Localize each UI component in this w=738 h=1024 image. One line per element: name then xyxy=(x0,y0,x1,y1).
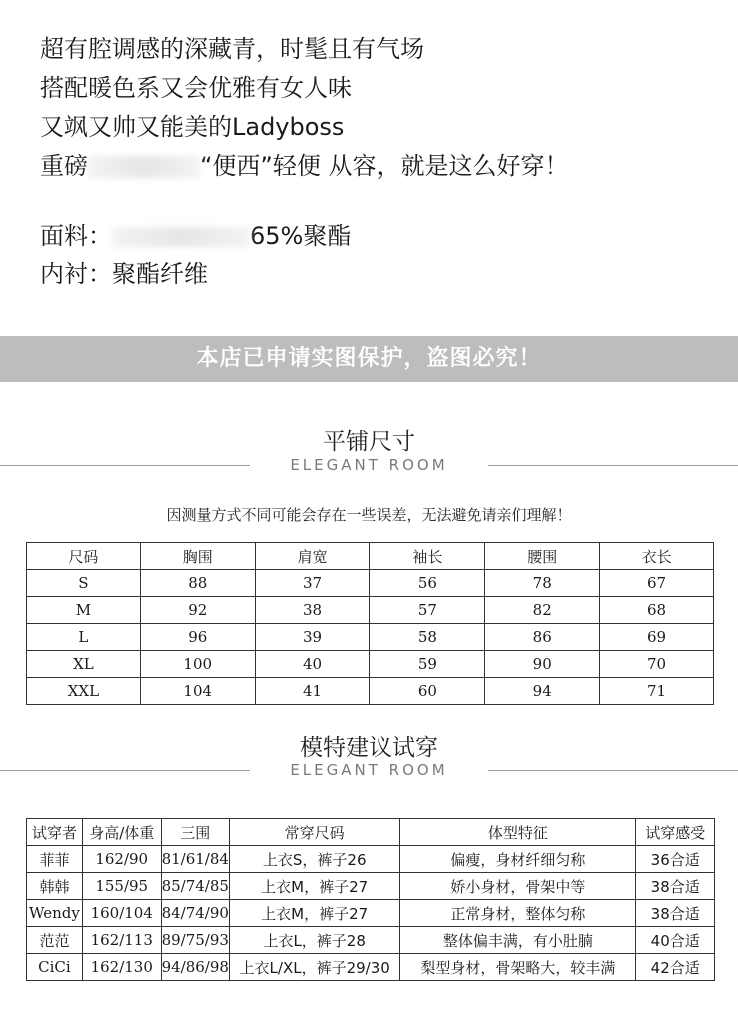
table-cell: 38合适 xyxy=(636,873,715,900)
table-row xyxy=(27,927,715,954)
table-cell: 90 xyxy=(485,651,600,678)
table-row xyxy=(27,873,715,900)
size-section-title: 平铺尺寸 xyxy=(323,429,415,455)
table-cell: 娇小身材，骨架中等 xyxy=(400,873,636,900)
lining-value: 聚酯纤维 xyxy=(112,260,208,288)
table-cell: 梨型身材，骨架略大，较丰满 xyxy=(400,954,636,981)
product-intro xyxy=(40,30,569,186)
header-cell: 身高/体重 xyxy=(82,819,161,846)
header-cell: 袖长 xyxy=(370,543,485,570)
table-row xyxy=(27,900,715,927)
table-cell: S xyxy=(27,570,141,597)
size-table xyxy=(26,542,714,705)
header-cell: 试穿者 xyxy=(27,819,83,846)
table-cell: 57 xyxy=(370,597,485,624)
header-cell: 肩宽 xyxy=(255,543,370,570)
table-cell: 81/61/84 xyxy=(161,846,229,873)
intro-line: 超有腔调感的深藏青，时髦且有气场 xyxy=(40,35,424,63)
table-cell: 67 xyxy=(600,570,714,597)
table-cell: 89/75/93 xyxy=(161,927,229,954)
table-cell: 69 xyxy=(600,624,714,651)
model-section-title: 模特建议试穿 xyxy=(300,735,438,761)
table-cell: 92 xyxy=(140,597,255,624)
table-cell: 100 xyxy=(140,651,255,678)
intro-line xyxy=(40,147,569,186)
measurement-note: 因测量方式不同可能会存在一些误差，无法避免请亲们理解！ xyxy=(166,506,572,524)
table-cell: 104 xyxy=(140,678,255,705)
table-cell: 38 xyxy=(255,597,370,624)
table-row xyxy=(27,624,714,651)
table-cell: 56 xyxy=(370,570,485,597)
header-cell: 尺码 xyxy=(27,543,141,570)
blurred-brand xyxy=(88,156,200,178)
header-cell: 胸围 xyxy=(140,543,255,570)
table-cell: 38合适 xyxy=(636,900,715,927)
table-row xyxy=(27,846,715,873)
table-cell: 上衣M，裤子27 xyxy=(229,873,400,900)
table-cell: CiCi xyxy=(27,954,83,981)
table-cell: 39 xyxy=(255,624,370,651)
table-cell: L xyxy=(27,624,141,651)
table-cell: 37 xyxy=(255,570,370,597)
table-row xyxy=(27,597,714,624)
table-cell: 155/95 xyxy=(82,873,161,900)
table-row xyxy=(27,570,714,597)
header-cell: 体型特征 xyxy=(400,819,636,846)
outer-fabric-label: 面料： xyxy=(40,222,112,250)
table-cell: 上衣L，裤子28 xyxy=(229,927,400,954)
table-cell: 162/113 xyxy=(82,927,161,954)
table-cell: 82 xyxy=(485,597,600,624)
table-cell: 85/74/85 xyxy=(161,873,229,900)
table-cell: 86 xyxy=(485,624,600,651)
table-cell: 160/104 xyxy=(82,900,161,927)
model-fit-table xyxy=(26,818,715,981)
table-cell: 范范 xyxy=(27,927,83,954)
table-cell: XXL xyxy=(27,678,141,705)
table-cell: 162/90 xyxy=(82,846,161,873)
intro-line: 搭配暖色系又会优雅有女人味 xyxy=(40,74,352,102)
outer-fabric xyxy=(40,217,351,255)
table-cell: 42合适 xyxy=(636,954,715,981)
table-cell: 正常身材，整体匀称 xyxy=(400,900,636,927)
table-cell: 162/130 xyxy=(82,954,161,981)
table-cell: 96 xyxy=(140,624,255,651)
table-cell: XL xyxy=(27,651,141,678)
table-cell: M xyxy=(27,597,141,624)
table-cell: 41 xyxy=(255,678,370,705)
table-cell: 68 xyxy=(600,597,714,624)
elegant-room-label: ELEGANT ROOM xyxy=(290,761,448,779)
header-cell: 三围 xyxy=(161,819,229,846)
table-cell: 40 xyxy=(255,651,370,678)
header-cell: 衣长 xyxy=(600,543,714,570)
table-cell: Wendy xyxy=(27,900,83,927)
table-cell: 偏瘦，身材纤细匀称 xyxy=(400,846,636,873)
divider-rule-right xyxy=(488,770,738,771)
table-cell: 韩韩 xyxy=(27,873,83,900)
size-section-divider xyxy=(0,455,738,475)
elegant-room-label: ELEGANT ROOM xyxy=(290,456,448,474)
table-cell: 整体偏丰满，有小肚腩 xyxy=(400,927,636,954)
table-cell: 60 xyxy=(370,678,485,705)
blurred-material xyxy=(112,227,250,247)
table-cell: 71 xyxy=(600,678,714,705)
table-cell: 菲菲 xyxy=(27,846,83,873)
table-cell: 上衣L/XL，裤子29/30 xyxy=(229,954,400,981)
table-row xyxy=(27,954,715,981)
divider-rule-right xyxy=(488,465,738,466)
fabric-info xyxy=(40,217,351,293)
model-section-divider xyxy=(0,760,738,780)
intro-prefix: 重磅 xyxy=(40,152,88,180)
table-cell: 36合适 xyxy=(636,846,715,873)
table-row xyxy=(27,678,714,705)
copyright-banner: 本店已申请实图保护，盗图必究！ xyxy=(0,336,738,382)
table-row xyxy=(27,651,714,678)
table-cell: 58 xyxy=(370,624,485,651)
table-cell: 上衣S，裤子26 xyxy=(229,846,400,873)
table-header-row xyxy=(27,819,715,846)
lining-label: 内衬： xyxy=(40,260,112,288)
table-cell: 78 xyxy=(485,570,600,597)
table-cell: 59 xyxy=(370,651,485,678)
table-header-row xyxy=(27,543,714,570)
table-cell: 94 xyxy=(485,678,600,705)
outer-fabric-value: 65%聚酯 xyxy=(250,222,352,250)
table-cell: 70 xyxy=(600,651,714,678)
intro-suffix: “便西”轻便 从容，就是这么好穿！ xyxy=(200,152,569,180)
table-cell: 40合适 xyxy=(636,927,715,954)
header-cell: 常穿尺码 xyxy=(229,819,400,846)
table-cell: 上衣M，裤子27 xyxy=(229,900,400,927)
table-cell: 84/74/90 xyxy=(161,900,229,927)
lining-fabric xyxy=(40,255,351,293)
header-cell: 试穿感受 xyxy=(636,819,715,846)
table-cell: 94/86/98 xyxy=(161,954,229,981)
table-cell: 88 xyxy=(140,570,255,597)
header-cell: 腰围 xyxy=(485,543,600,570)
intro-line: 又飒又帅又能美的Ladyboss xyxy=(40,113,345,141)
